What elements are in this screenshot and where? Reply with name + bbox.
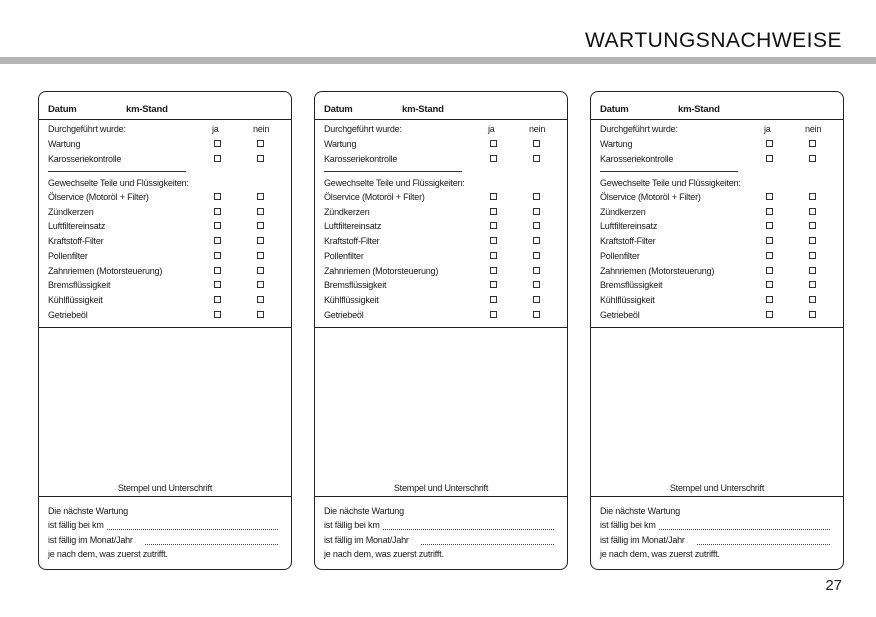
getriebeoel-nein-checkbox[interactable]: [257, 311, 264, 318]
bremsfluessigkeit-nein-checkbox[interactable]: [533, 281, 540, 288]
checklist-row: [48, 310, 288, 324]
card-header: [315, 92, 567, 120]
luftfilter-ja-checkbox[interactable]: [490, 222, 497, 229]
item-label: Ölservice (Motoröl + Filter): [324, 192, 425, 202]
zuendkerzen-nein-checkbox[interactable]: [533, 208, 540, 215]
zuendkerzen-ja-checkbox[interactable]: [766, 208, 773, 215]
checklist-row: [600, 251, 840, 265]
luftfilter-nein-checkbox[interactable]: [533, 222, 540, 229]
kuehlfluessigkeit-nein-checkbox[interactable]: [809, 296, 816, 303]
item-label: Zahnriemen (Motorsteuerung): [324, 266, 439, 276]
karosseriekontrolle-ja-checkbox[interactable]: [490, 155, 497, 162]
kraftstofffilter-nein-checkbox[interactable]: [257, 237, 264, 244]
km-stand-label: km-Stand: [678, 104, 720, 115]
checklist-row: [324, 295, 564, 309]
next-km-label: ist fällig bei km: [600, 520, 656, 530]
luftfilter-ja-checkbox[interactable]: [766, 222, 773, 229]
oelservice-nein-checkbox[interactable]: [809, 193, 816, 200]
column-ja-label: ja: [212, 124, 219, 134]
karosseriekontrolle-ja-checkbox[interactable]: [766, 155, 773, 162]
maintenance-card-3: [590, 91, 844, 570]
parts-label: Gewechselte Teile und Flüssigkeiten:: [48, 178, 189, 188]
wartung-nein-checkbox[interactable]: [257, 140, 264, 147]
luftfilter-nein-checkbox[interactable]: [257, 222, 264, 229]
checklist-row: [324, 280, 564, 294]
next-date-label: ist fällig im Monat/Jahr: [324, 535, 409, 545]
divider-line: [39, 327, 291, 328]
zahnriemen-nein-checkbox[interactable]: [809, 267, 816, 274]
parts-label: Gewechselte Teile und Flüssigkeiten:: [324, 178, 465, 188]
kraftstofffilter-nein-checkbox[interactable]: [809, 237, 816, 244]
checklist-row: [600, 266, 840, 280]
luftfilter-ja-checkbox[interactable]: [214, 222, 221, 229]
oelservice-ja-checkbox[interactable]: [766, 193, 773, 200]
zahnriemen-nein-checkbox[interactable]: [533, 267, 540, 274]
performed-heading: [48, 124, 288, 138]
checklist-row: [324, 207, 564, 221]
item-label: Luftfiltereinsatz: [600, 221, 658, 231]
performed-label: Durchgeführt wurde:: [600, 124, 678, 134]
parts-label: Gewechselte Teile und Flüssigkeiten:: [600, 178, 741, 188]
pollenfilter-nein-checkbox[interactable]: [809, 252, 816, 259]
next-date-label: ist fällig im Monat/Jahr: [48, 535, 133, 545]
page-number: 27: [825, 577, 842, 594]
bremsfluessigkeit-ja-checkbox[interactable]: [214, 281, 221, 288]
checklist-row: [324, 266, 564, 280]
performed-heading: [324, 124, 564, 138]
section-divider: [600, 171, 738, 172]
next-service-date-row: [324, 535, 409, 545]
karosseriekontrolle-ja-checkbox[interactable]: [214, 155, 221, 162]
column-nein-label: nein: [805, 124, 822, 134]
next-service-km-row: [48, 520, 104, 530]
performed-heading: [600, 124, 840, 138]
page-title: WARTUNGSNACHWEISE: [584, 29, 842, 52]
oelservice-ja-checkbox[interactable]: [214, 193, 221, 200]
checklist-row: [48, 192, 288, 206]
oelservice-ja-checkbox[interactable]: [490, 193, 497, 200]
item-label: Zündkerzen: [324, 207, 370, 217]
item-label: Zündkerzen: [600, 207, 646, 217]
next-km-label: ist fällig bei km: [48, 520, 104, 530]
kraftstofffilter-ja-checkbox[interactable]: [766, 237, 773, 244]
checklist-row: [600, 192, 840, 206]
checklist-row: [324, 251, 564, 265]
checklist-row: [600, 295, 840, 309]
wartung-nein-checkbox[interactable]: [809, 140, 816, 147]
next-service-km-row: [324, 520, 380, 530]
title-bar: [0, 57, 876, 64]
item-label: Kraftstoff-Filter: [600, 236, 656, 246]
karosseriekontrolle-nein-checkbox[interactable]: [257, 155, 264, 162]
column-ja-label: ja: [764, 124, 771, 134]
zahnriemen-ja-checkbox[interactable]: [214, 267, 221, 274]
card-header: [591, 92, 843, 120]
wartung-ja-checkbox[interactable]: [766, 140, 773, 147]
checklist-row: [48, 266, 288, 280]
next-date-label: ist fällig im Monat/Jahr: [600, 535, 685, 545]
performed-label: Durchgeführt wurde:: [48, 124, 126, 134]
divider-line: [591, 496, 843, 497]
wartung-nein-checkbox[interactable]: [533, 140, 540, 147]
maintenance-card-1: [38, 91, 292, 570]
next-service-note: je nach dem, was zuerst zutrifft.: [324, 549, 444, 559]
km-stand-label: km-Stand: [402, 104, 444, 115]
zuendkerzen-ja-checkbox[interactable]: [490, 208, 497, 215]
pollenfilter-ja-checkbox[interactable]: [766, 252, 773, 259]
item-label: Getriebeöl: [600, 310, 640, 320]
divider-line: [315, 327, 567, 328]
bremsfluessigkeit-nein-checkbox[interactable]: [809, 281, 816, 288]
divider-line: [39, 496, 291, 497]
item-label: Zahnriemen (Motorsteuerung): [48, 266, 163, 276]
item-label: Luftfiltereinsatz: [48, 221, 106, 231]
oelservice-nein-checkbox[interactable]: [257, 193, 264, 200]
item-label: Pollenfilter: [600, 251, 640, 261]
stamp-signature-label: Stempel und Unterschrift: [117, 483, 213, 493]
checklist-row: [600, 280, 840, 294]
item-wartung-label: Wartung: [324, 139, 357, 149]
kuehlfluessigkeit-ja-checkbox[interactable]: [766, 296, 773, 303]
item-label: Kraftstoff-Filter: [324, 236, 380, 246]
stamp-signature-label: Stempel und Unterschrift: [393, 483, 489, 493]
checklist-row: [600, 139, 840, 153]
maintenance-card-2: [314, 91, 568, 570]
getriebeoel-nein-checkbox[interactable]: [809, 311, 816, 318]
next-service-note: je nach dem, was zuerst zutrifft.: [48, 549, 168, 559]
km-fill-line[interactable]: [107, 529, 278, 530]
luftfilter-nein-checkbox[interactable]: [809, 222, 816, 229]
next-service-km-row: [600, 520, 656, 530]
kuehlfluessigkeit-ja-checkbox[interactable]: [490, 296, 497, 303]
checklist-row: [48, 280, 288, 294]
kraftstofffilter-ja-checkbox[interactable]: [490, 237, 497, 244]
next-service-title: Die nächste Wartung: [324, 506, 404, 516]
date-fill-line[interactable]: [145, 544, 278, 545]
oelservice-nein-checkbox[interactable]: [533, 193, 540, 200]
next-service-note: je nach dem, was zuerst zutrifft.: [600, 549, 720, 559]
column-nein-label: nein: [253, 124, 270, 134]
item-label: Kühlflüssigkeit: [600, 295, 655, 305]
next-service-title: Die nächste Wartung: [48, 506, 128, 516]
next-service-date-row: [48, 535, 133, 545]
zahnriemen-ja-checkbox[interactable]: [490, 267, 497, 274]
date-fill-line[interactable]: [421, 544, 554, 545]
zuendkerzen-nein-checkbox[interactable]: [809, 208, 816, 215]
karosseriekontrolle-nein-checkbox[interactable]: [533, 155, 540, 162]
item-karosseriekontrolle-label: Karosseriekontrolle: [600, 154, 674, 164]
item-karosseriekontrolle-label: Karosseriekontrolle: [48, 154, 122, 164]
getriebeoel-ja-checkbox[interactable]: [214, 311, 221, 318]
next-service-date-row: [600, 535, 685, 545]
wartung-ja-checkbox[interactable]: [490, 140, 497, 147]
section-divider: [324, 171, 462, 172]
item-label: Getriebeöl: [48, 310, 88, 320]
checklist-row: [48, 139, 288, 153]
item-label: Zahnriemen (Motorsteuerung): [600, 266, 715, 276]
checklist-row: [48, 154, 288, 168]
datum-label: Datum: [324, 104, 353, 115]
kuehlfluessigkeit-nein-checkbox[interactable]: [533, 296, 540, 303]
checklist-row: [48, 207, 288, 221]
checklist-row: [324, 310, 564, 324]
item-label: Kühlflüssigkeit: [48, 295, 103, 305]
checklist-row: [600, 154, 840, 168]
checklist-row: [600, 236, 840, 250]
checklist-row: [324, 236, 564, 250]
kraftstofffilter-nein-checkbox[interactable]: [533, 237, 540, 244]
datum-label: Datum: [600, 104, 629, 115]
checklist-row: [48, 221, 288, 235]
kraftstofffilter-ja-checkbox[interactable]: [214, 237, 221, 244]
next-km-label: ist fällig bei km: [324, 520, 380, 530]
column-ja-label: ja: [488, 124, 495, 134]
checklist-row: [324, 221, 564, 235]
checklist-row: [324, 154, 564, 168]
item-label: Bremsflüssigkeit: [600, 280, 663, 290]
kuehlfluessigkeit-nein-checkbox[interactable]: [257, 296, 264, 303]
item-label: Kraftstoff-Filter: [48, 236, 104, 246]
pollenfilter-ja-checkbox[interactable]: [214, 252, 221, 259]
item-label: Getriebeöl: [324, 310, 364, 320]
kuehlfluessigkeit-ja-checkbox[interactable]: [214, 296, 221, 303]
item-label: Zündkerzen: [48, 207, 94, 217]
bremsfluessigkeit-nein-checkbox[interactable]: [257, 281, 264, 288]
item-label: Bremsflüssigkeit: [324, 280, 387, 290]
km-fill-line[interactable]: [383, 529, 554, 530]
performed-label: Durchgeführt wurde:: [324, 124, 402, 134]
datum-label: Datum: [48, 104, 77, 115]
pollenfilter-nein-checkbox[interactable]: [533, 252, 540, 259]
checklist-row: [324, 139, 564, 153]
getriebeoel-nein-checkbox[interactable]: [533, 311, 540, 318]
item-wartung-label: Wartung: [600, 139, 633, 149]
checklist-row: [600, 310, 840, 324]
checklist-row: [600, 221, 840, 235]
item-label: Luftfiltereinsatz: [324, 221, 382, 231]
item-label: Bremsflüssigkeit: [48, 280, 111, 290]
checklist-row: [600, 207, 840, 221]
next-service-title: Die nächste Wartung: [600, 506, 680, 516]
item-label: Pollenfilter: [48, 251, 88, 261]
wartung-ja-checkbox[interactable]: [214, 140, 221, 147]
pollenfilter-nein-checkbox[interactable]: [257, 252, 264, 259]
item-karosseriekontrolle-label: Karosseriekontrolle: [324, 154, 398, 164]
divider-line: [591, 327, 843, 328]
bremsfluessigkeit-ja-checkbox[interactable]: [490, 281, 497, 288]
zuendkerzen-ja-checkbox[interactable]: [214, 208, 221, 215]
getriebeoel-ja-checkbox[interactable]: [490, 311, 497, 318]
checklist-row: [48, 251, 288, 265]
zuendkerzen-nein-checkbox[interactable]: [257, 208, 264, 215]
item-label: Kühlflüssigkeit: [324, 295, 379, 305]
karosseriekontrolle-nein-checkbox[interactable]: [809, 155, 816, 162]
column-nein-label: nein: [529, 124, 546, 134]
divider-line: [315, 496, 567, 497]
stamp-signature-label: Stempel und Unterschrift: [669, 483, 765, 493]
section-divider: [48, 171, 186, 172]
zahnriemen-nein-checkbox[interactable]: [257, 267, 264, 274]
pollenfilter-ja-checkbox[interactable]: [490, 252, 497, 259]
km-stand-label: km-Stand: [126, 104, 168, 115]
card-header: [39, 92, 291, 120]
checklist-row: [324, 192, 564, 206]
item-label: Ölservice (Motoröl + Filter): [600, 192, 701, 202]
zahnriemen-ja-checkbox[interactable]: [766, 267, 773, 274]
item-label: Pollenfilter: [324, 251, 364, 261]
item-wartung-label: Wartung: [48, 139, 81, 149]
getriebeoel-ja-checkbox[interactable]: [766, 311, 773, 318]
date-fill-line[interactable]: [697, 544, 830, 545]
km-fill-line[interactable]: [659, 529, 830, 530]
checklist-row: [48, 295, 288, 309]
bremsfluessigkeit-ja-checkbox[interactable]: [766, 281, 773, 288]
checklist-row: [48, 236, 288, 250]
item-label: Ölservice (Motoröl + Filter): [48, 192, 149, 202]
